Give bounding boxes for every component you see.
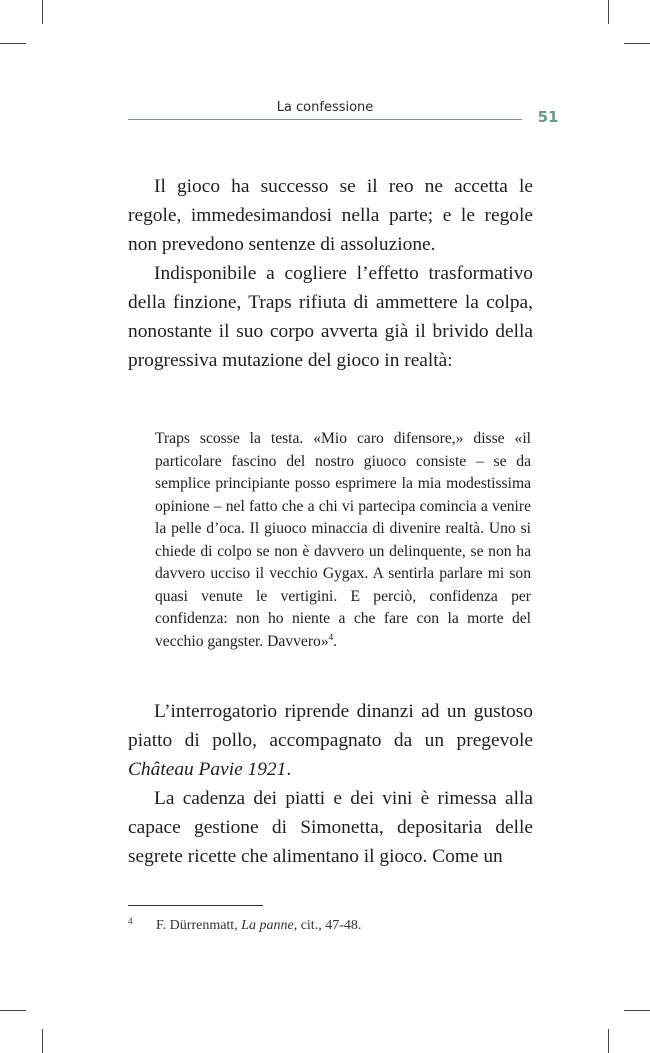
footnote-rest: , cit., 47-48. xyxy=(293,918,362,933)
crop-mark-bottom-right-vertical xyxy=(608,1029,609,1053)
footnote-reference[interactable]: 4 xyxy=(328,631,334,642)
crop-mark-bottom-right-horizontal xyxy=(624,1010,650,1011)
paragraph-3-end: . xyxy=(286,759,292,780)
paragraph-3 xyxy=(128,697,533,784)
footnote-author: F. Dürrenmatt, xyxy=(156,918,242,933)
crop-mark-bottom-left-horizontal xyxy=(0,1010,26,1011)
quote-end: . xyxy=(333,632,338,650)
wine-name: Château Pavie 1921 xyxy=(128,759,287,780)
crop-mark-top-left-vertical xyxy=(42,0,43,24)
footnote-number: 4 xyxy=(128,916,133,926)
footnote-title: La panne xyxy=(241,918,294,933)
crop-mark-top-right-vertical xyxy=(608,0,609,24)
block-quote-text xyxy=(155,428,531,653)
body-text-top xyxy=(128,172,533,375)
body-text-bottom xyxy=(128,697,533,871)
footnote xyxy=(128,916,533,934)
paragraph-2: Indisponibile a cogliere l’effetto trasformativo della finzione, Traps rifiuta di ammettere la colpa, nonostante il suo corpo avverta già il brivido della progressiva mutazione del gioco in realtà: xyxy=(128,263,533,371)
paragraph-3-text: L’interrogatorio riprende dinanzi ad un gustoso piatto di pollo, accompagnato da un pregevole xyxy=(128,701,533,751)
crop-mark-top-right-horizontal xyxy=(624,43,650,44)
header-rule xyxy=(128,119,522,120)
page-number: 51 xyxy=(537,108,559,126)
paragraph-1: Il gioco ha successo se il reo ne accetta le regole, immedesimandosi nella parte; e le regole non prevedono sentenze di assoluzione. xyxy=(128,176,533,255)
quote-body: Traps scosse la testa. «Mio caro difensore,» disse «il particolare fascino del nostro giuoco consiste – se da semplice principiante posso esprimere la mia modestissima opinione – nel fatto che a chi vi partecipa comincia a venire la pelle d’oca. Il giuoco minaccia di divenire realtà. Uno si chiede di colpo se non è davvero un delinquente, se non ha davvero ucciso il vecchio Gygax. A sentirla parlare mi son quasi venute le vertigini. E perciò, confidenza per confidenza: non ho niente a che fare con la morte del vecchio gangster. Davvero» xyxy=(155,430,531,650)
paragraph-4: La cadenza dei piatti e dei vini è rimessa alla capace gestione di Simonetta, depositaria delle segrete ricette che alimentano il gioco. Come un xyxy=(128,788,533,867)
block-quote xyxy=(155,428,531,653)
crop-mark-top-left-horizontal xyxy=(0,43,26,44)
footnote-rule xyxy=(128,905,263,906)
crop-mark-bottom-left-vertical xyxy=(42,1029,43,1053)
running-head: La confessione xyxy=(276,100,374,115)
